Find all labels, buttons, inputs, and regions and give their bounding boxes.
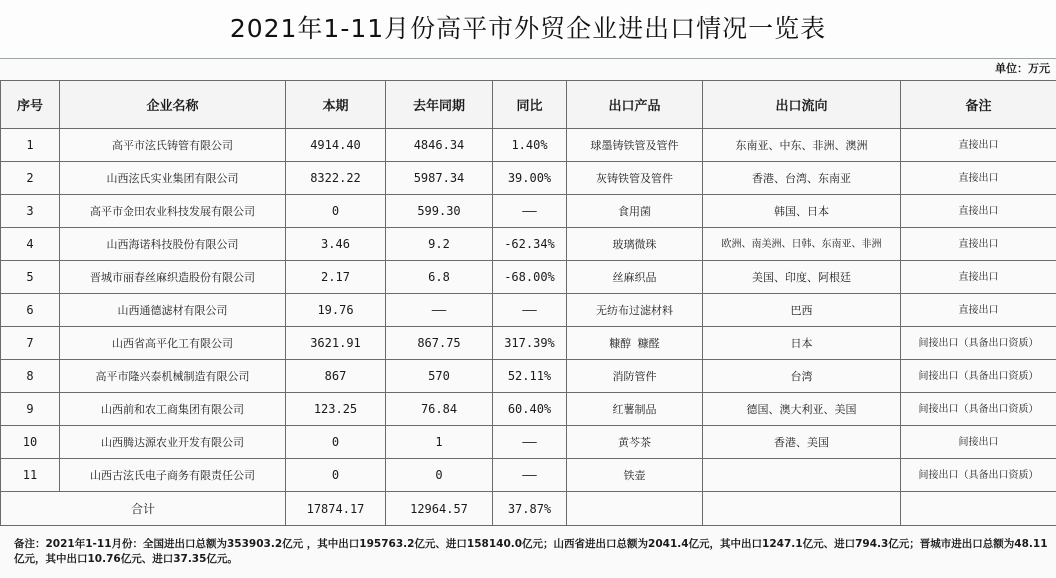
cell-remark: 直接出口 [901, 195, 1056, 228]
header-cell: 企业名称 [60, 81, 286, 129]
total-row [1, 492, 1056, 526]
cell-no: 11 [1, 459, 60, 492]
table-row [1, 360, 1056, 393]
cell-current: 2.17 [286, 261, 386, 294]
cell-company: 高平市泫氏铸管有限公司 [60, 129, 286, 162]
cell-remark: 直接出口 [901, 162, 1056, 195]
cell-yoy: -68.00% [493, 261, 567, 294]
cell-dest: 韩国、日本 [703, 195, 901, 228]
cell-remark: 直接出口 [901, 261, 1056, 294]
footnote-text: 备注：2021年1-11月份：全国进出口总额为353903.2亿元 ，其中出口195763.2亿元、进口158140.0亿元；山西省进出口总额为2041.4亿元，其中出口1247.1亿元、进口794.3亿元；晋城市进出口总额为48.11亿元，其中出口10.76亿元、进口37.35亿元。 [14, 538, 1048, 565]
cell-company: 山西省高平化工有限公司 [60, 327, 286, 360]
cell-yoy: 317.39% [493, 327, 567, 360]
table-row [1, 327, 1056, 360]
header-cell: 出口流向 [703, 81, 901, 129]
cell-last: 76.84 [386, 393, 493, 426]
cell-remark: 间接出口 [901, 426, 1056, 459]
table-row [1, 228, 1056, 261]
cell-product: 糠醇 糠醛 [567, 327, 703, 360]
cell-company: 山西腾达源农业开发有限公司 [60, 426, 286, 459]
header-cell: 同比 [493, 81, 567, 129]
empty-cell [901, 492, 1056, 526]
cell-last: 9.2 [386, 228, 493, 261]
cell-company: 山西前和农工商集团有限公司 [60, 393, 286, 426]
table-row [1, 195, 1056, 228]
cell-dest: 东南亚、中东、非洲、澳洲 [703, 129, 901, 162]
cell-remark: 直接出口 [901, 228, 1056, 261]
cell-current: 0 [286, 459, 386, 492]
cell-no: 4 [1, 228, 60, 261]
cell-company: 山西海诺科技股份有限公司 [60, 228, 286, 261]
cell-current: 867 [286, 360, 386, 393]
cell-last: 5987.34 [386, 162, 493, 195]
cell-dest [703, 459, 901, 492]
cell-last: 6.8 [386, 261, 493, 294]
cell-product: 丝麻织品 [567, 261, 703, 294]
cell-current: 3621.91 [286, 327, 386, 360]
table-row [1, 129, 1056, 162]
table-row [1, 426, 1056, 459]
empty-cell [703, 492, 901, 526]
cell-yoy: —— [493, 459, 567, 492]
total-yoy: 37.87% [493, 492, 567, 526]
table-header-row [1, 81, 1056, 129]
cell-current: 8322.22 [286, 162, 386, 195]
cell-product: 球墨铸铁管及管件 [567, 129, 703, 162]
cell-product: 无纺布过滤材料 [567, 294, 703, 327]
cell-last: 0 [386, 459, 493, 492]
cell-no: 3 [1, 195, 60, 228]
cell-yoy: —— [493, 294, 567, 327]
cell-yoy: 1.40% [493, 129, 567, 162]
cell-last: —— [386, 294, 493, 327]
cell-last: 599.30 [386, 195, 493, 228]
cell-last: 867.75 [386, 327, 493, 360]
footnote [14, 537, 1052, 567]
cell-current: 3.46 [286, 228, 386, 261]
cell-company: 晋城市丽春丝麻织造股份有限公司 [60, 261, 286, 294]
cell-current: 19.76 [286, 294, 386, 327]
table-row [1, 261, 1056, 294]
export-table [0, 80, 1056, 526]
page-title: 2021年1-11月份高平市外贸企业进出口情况一览表 [0, 0, 1056, 59]
cell-current: 0 [286, 195, 386, 228]
cell-no: 1 [1, 129, 60, 162]
cell-company: 山西通德滤材有限公司 [60, 294, 286, 327]
cell-dest: 美国、印度、阿根廷 [703, 261, 901, 294]
cell-yoy: 60.40% [493, 393, 567, 426]
table-row [1, 393, 1056, 426]
cell-no: 7 [1, 327, 60, 360]
cell-company: 山西古泫氏电子商务有限责任公司 [60, 459, 286, 492]
cell-no: 5 [1, 261, 60, 294]
cell-company: 高平市金田农业科技发展有限公司 [60, 195, 286, 228]
table-row [1, 294, 1056, 327]
cell-last: 1 [386, 426, 493, 459]
cell-dest: 香港、台湾、东南亚 [703, 162, 901, 195]
table-row [1, 162, 1056, 195]
cell-remark: 间接出口（具备出口资质） [901, 459, 1056, 492]
cell-product: 食用菌 [567, 195, 703, 228]
cell-yoy: —— [493, 426, 567, 459]
cell-remark: 间接出口（具备出口资质） [901, 393, 1056, 426]
header-cell: 备注 [901, 81, 1056, 129]
header-cell: 序号 [1, 81, 60, 129]
cell-current: 0 [286, 426, 386, 459]
cell-remark: 间接出口（具备出口资质） [901, 327, 1056, 360]
cell-dest: 德国、澳大利亚、美国 [703, 393, 901, 426]
cell-no: 9 [1, 393, 60, 426]
header-cell: 本期 [286, 81, 386, 129]
cell-product: 玻璃微珠 [567, 228, 703, 261]
header-cell: 去年同期 [386, 81, 493, 129]
cell-no: 8 [1, 360, 60, 393]
cell-dest: 日本 [703, 327, 901, 360]
table-row [1, 459, 1056, 492]
cell-company: 山西泫氏实业集团有限公司 [60, 162, 286, 195]
cell-current: 4914.40 [286, 129, 386, 162]
cell-yoy: 52.11% [493, 360, 567, 393]
cell-remark: 直接出口 [901, 294, 1056, 327]
cell-dest: 香港、美国 [703, 426, 901, 459]
cell-remark: 间接出口（具备出口资质） [901, 360, 1056, 393]
cell-remark: 直接出口 [901, 129, 1056, 162]
cell-product: 红薯制品 [567, 393, 703, 426]
cell-product: 灰铸铁管及管件 [567, 162, 703, 195]
header-cell: 出口产品 [567, 81, 703, 129]
unit-label: 单位：万元 [995, 62, 1050, 75]
cell-dest: 巴西 [703, 294, 901, 327]
cell-no: 2 [1, 162, 60, 195]
cell-last: 4846.34 [386, 129, 493, 162]
cell-no: 10 [1, 426, 60, 459]
cell-yoy: -62.34% [493, 228, 567, 261]
cell-product: 黄芩茶 [567, 426, 703, 459]
empty-cell [567, 492, 703, 526]
cell-dest: 欧洲、南美洲、日韩、东南亚、非洲 [703, 228, 901, 261]
cell-current: 123.25 [286, 393, 386, 426]
cell-no: 6 [1, 294, 60, 327]
cell-product: 消防管件 [567, 360, 703, 393]
total-current: 17874.17 [286, 492, 386, 526]
cell-dest: 台湾 [703, 360, 901, 393]
cell-product: 铁壶 [567, 459, 703, 492]
cell-yoy: 39.00% [493, 162, 567, 195]
cell-last: 570 [386, 360, 493, 393]
cell-company: 高平市隆兴泰机械制造有限公司 [60, 360, 286, 393]
total-last: 12964.57 [386, 492, 493, 526]
total-label: 合计 [1, 492, 286, 526]
cell-yoy: —— [493, 195, 567, 228]
